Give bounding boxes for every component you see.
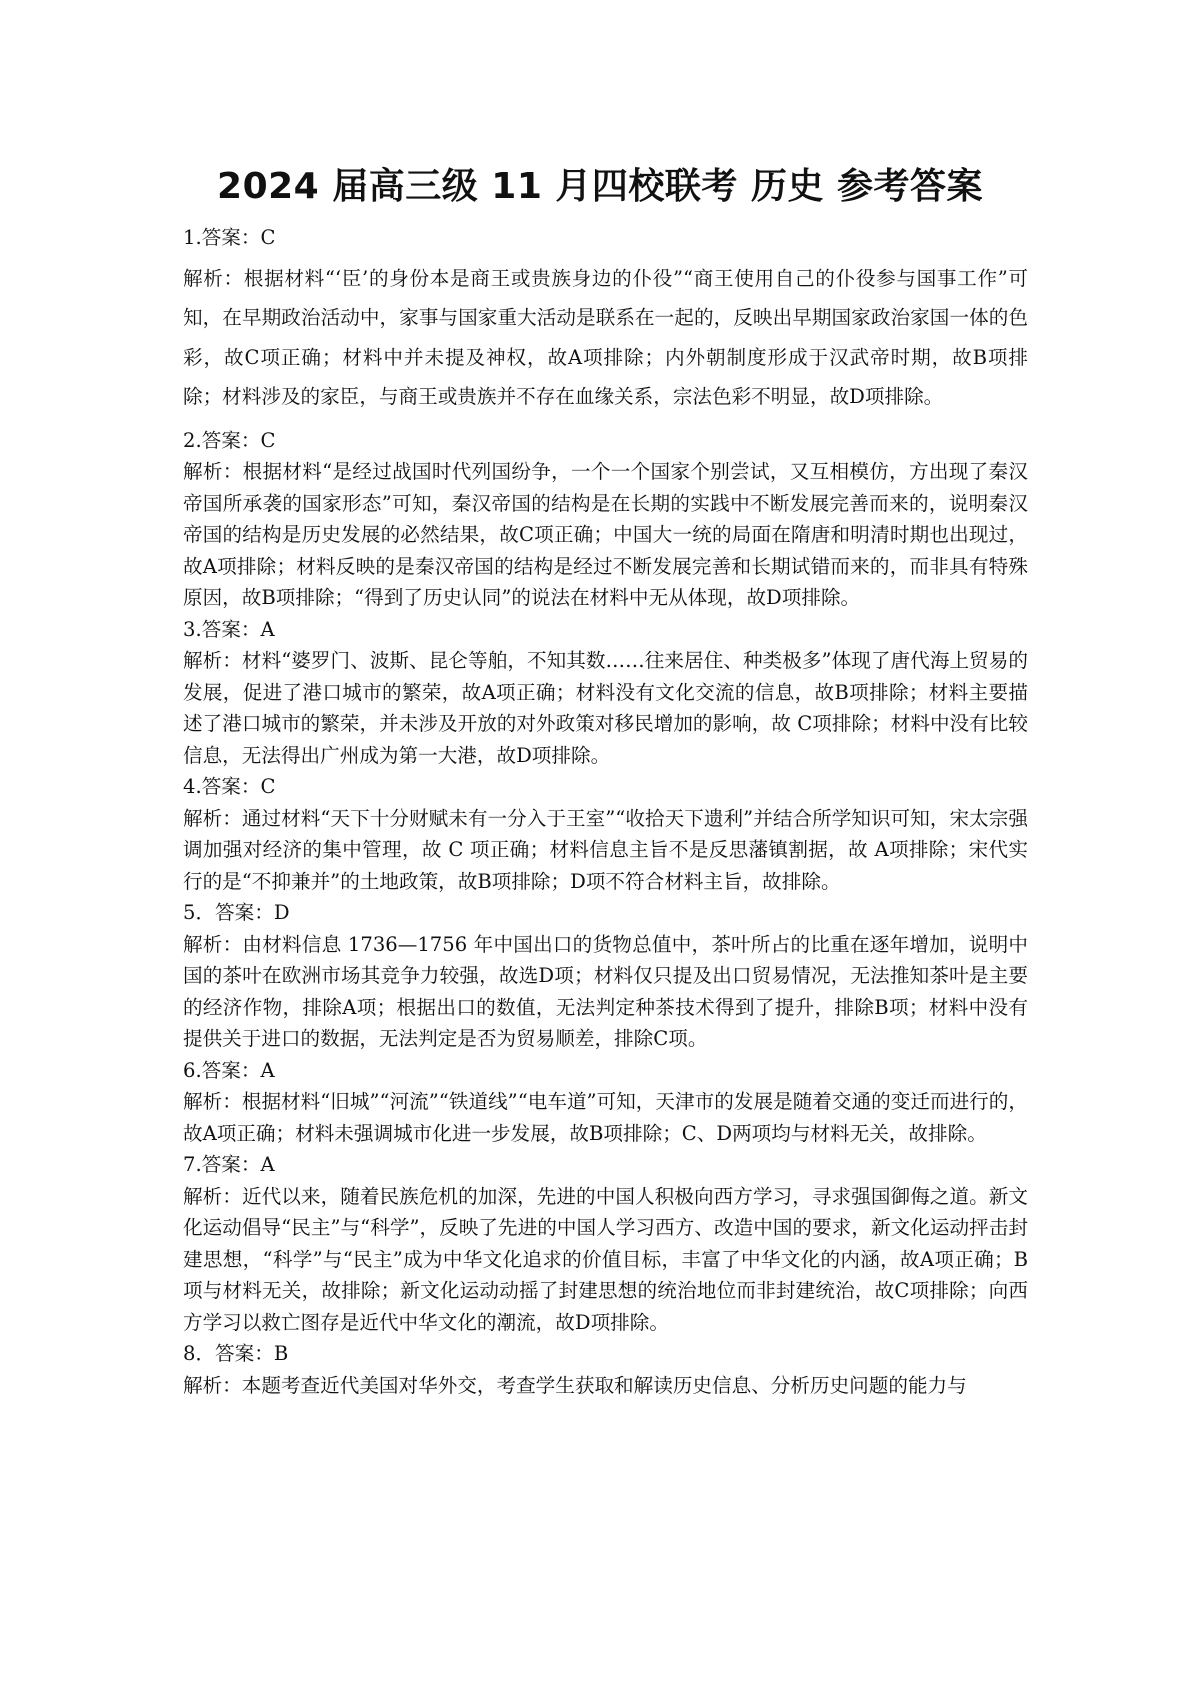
page-title: 2024 届高三级 11 月四校联考 历史 参考答案 [217, 166, 983, 207]
question-item [183, 222, 1028, 417]
question-item [183, 1055, 1028, 1150]
answer-header: 7.答案：A [183, 1153, 275, 1177]
answer-header: 4.答案：C [183, 775, 276, 799]
answer-header: 6.答案：A [183, 1058, 275, 1082]
answer-header: 5．答案：D [183, 901, 290, 925]
answer-header: 2.答案：C [183, 428, 276, 452]
question-item [183, 897, 1028, 1055]
answer-analysis: 解析：材料“婆罗门、波斯、昆仑等舶，不知其数……往来居住、种类极多”体现了唐代海上贸易的发展，促进了港口城市的繁荣，故A项正确；材料没有文化交流的信息，故B项排除；材料主要描述了港口城市的繁荣，并未涉及开放的对外政策对移民增加的影响，故 C项排除；材料中没有比较信息，无法得出广州成为第一大港，故D项排除。 [183, 649, 1028, 767]
answer-header: 8．答案：B [183, 1342, 289, 1366]
answer-analysis: 解析：由材料信息 1736—1756 年中国出口的货物总值中，茶叶所占的比重在逐年增加，说明中国的茶叶在欧洲市场其竞争力较强，故选D项；材料仅只提及出口贸易情况，无法推知茶叶是主要的经济作物，排除A项；根据出口的数值，无法判定种茶技术得到了提升，排除B项；材料中没有提供关于进口的数据，无法判定是否为贸易顺差，排除C项。 [183, 932, 1028, 1051]
answer-list [183, 222, 1028, 1401]
question-item [183, 1149, 1028, 1338]
question-item [183, 425, 1028, 614]
question-item [183, 614, 1028, 772]
answer-header: 1.答案：C [183, 226, 276, 249]
answer-analysis: 解析：根据材料“‘臣’的身份本是商王或贵族身边的仆役”“商王使用自己的仆役参与国事工作”可知，在早期政治活动中，家事与国家重大活动是联系在一起的，反映出早期国家政治家国一体的色彩，故C项正确；材料中并未提及神权，故A项排除；内外朝制度形成于汉武帝时期，故B项排除；材料涉及的家臣，与商王或贵族并不存在血缘关系，宗法色彩不明显，故D项排除。 [183, 266, 1028, 409]
answer-analysis: 解析：根据材料“旧城”“河流”“铁道线”“电车道”可知，天津市的发展是随着交通的变迁而进行的，故A项正确；材料未强调城市化进一步发展，故B项排除；C、D两项均与材料无关，故排除。 [183, 1090, 1028, 1145]
answer-analysis: 解析：通过材料“天下十分财赋未有一分入于王室”“收拾天下遗利”并结合所学知识可知，宋太宗强调加强对经济的集中管理，故 C 项正确；材料信息主旨不是反思藩镇割据，故 A项排除；宋代实行的是“不抑兼并”的土地政策，故B项排除；D项不符合材料主旨，故排除。 [183, 806, 1028, 893]
question-item [183, 771, 1028, 897]
answer-analysis: 解析：本题考查近代美国对华外交，考查学生获取和解读历史信息、分析历史问题的能力与 [183, 1373, 967, 1397]
question-item [183, 1338, 1028, 1401]
answer-header: 3.答案：A [183, 617, 275, 641]
answer-analysis: 解析：近代以来，随着民族危机的加深，先进的中国人积极向西方学习，寻求强国御侮之道。新文化运动倡导“民主”与“科学”，反映了先进的中国人学习西方、改造中国的要求，新文化运动抨击封建思想，“科学”与“民主”成为中华文化追求的价值目标，丰富了中华文化的内涵，故A项正确；B项与材料无关，故排除；新文化运动动摇了封建思想的统治地位而非封建统治，故C项排除；向西方学习以救亡图存是近代中华文化的潮流，故D项排除。 [183, 1184, 1028, 1334]
answer-analysis: 解析：根据材料“是经过战国时代列国纷争，一个一个国家个别尝试，又互相模仿，方出现了秦汉帝国所承袭的国家形态”可知，秦汉帝国的结构是在长期的实践中不断发展完善而来的，说明秦汉帝国的结构是历史发展的必然结果，故C项正确；中国大一统的局面在隋唐和明清时期也出现过，故A项排除；材料反映的是秦汉帝国的结构是经过不断发展完善和长期试错而来的，而非具有特殊原因，故B项排除；“得到了历史认同”的说法在材料中无从体现，故D项排除。 [183, 460, 1029, 610]
